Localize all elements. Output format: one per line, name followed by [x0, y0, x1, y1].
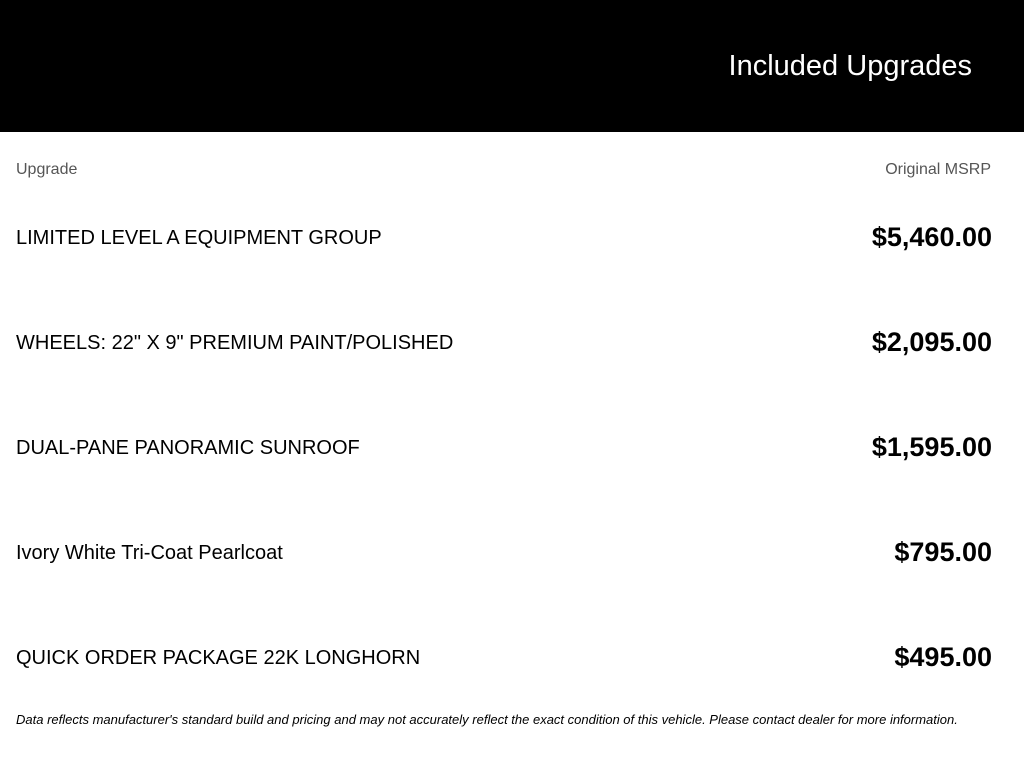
upgrade-name: QUICK ORDER PACKAGE 22K LONGHORN	[16, 647, 421, 669]
upgrade-row	[0, 323, 1024, 363]
upgrade-row	[0, 533, 1024, 573]
upgrade-price: $5,460.00	[871, 222, 992, 252]
upgrade-row	[0, 428, 1024, 468]
upgrade-price: $1,595.00	[871, 432, 992, 462]
column-header-upgrade: Upgrade	[16, 161, 78, 178]
upgrade-name: Ivory White Tri-Coat Pearlcoat	[16, 542, 283, 564]
upgrade-price: $2,095.00	[871, 327, 992, 357]
header-banner	[0, 0, 1024, 132]
upgrade-price: $495.00	[894, 642, 992, 672]
upgrade-row	[0, 638, 1024, 678]
upgrade-name: DUAL-PANE PANORAMIC SUNROOF	[16, 437, 360, 459]
upgrade-name: WHEELS: 22" X 9" PREMIUM PAINT/POLISHED	[16, 332, 454, 354]
upgrade-price: $795.00	[894, 537, 992, 567]
page-title: Included Upgrades	[728, 50, 972, 82]
upgrade-name: LIMITED LEVEL A EQUIPMENT GROUP	[16, 227, 382, 249]
column-header-msrp: Original MSRP	[885, 161, 991, 178]
disclaimer-text: Data reflects manufacturer's standard build and pricing and may not accurately reflect the exact condition of this vehicle. Please contact dealer for more information.	[16, 712, 958, 727]
upgrade-row	[0, 218, 1024, 258]
